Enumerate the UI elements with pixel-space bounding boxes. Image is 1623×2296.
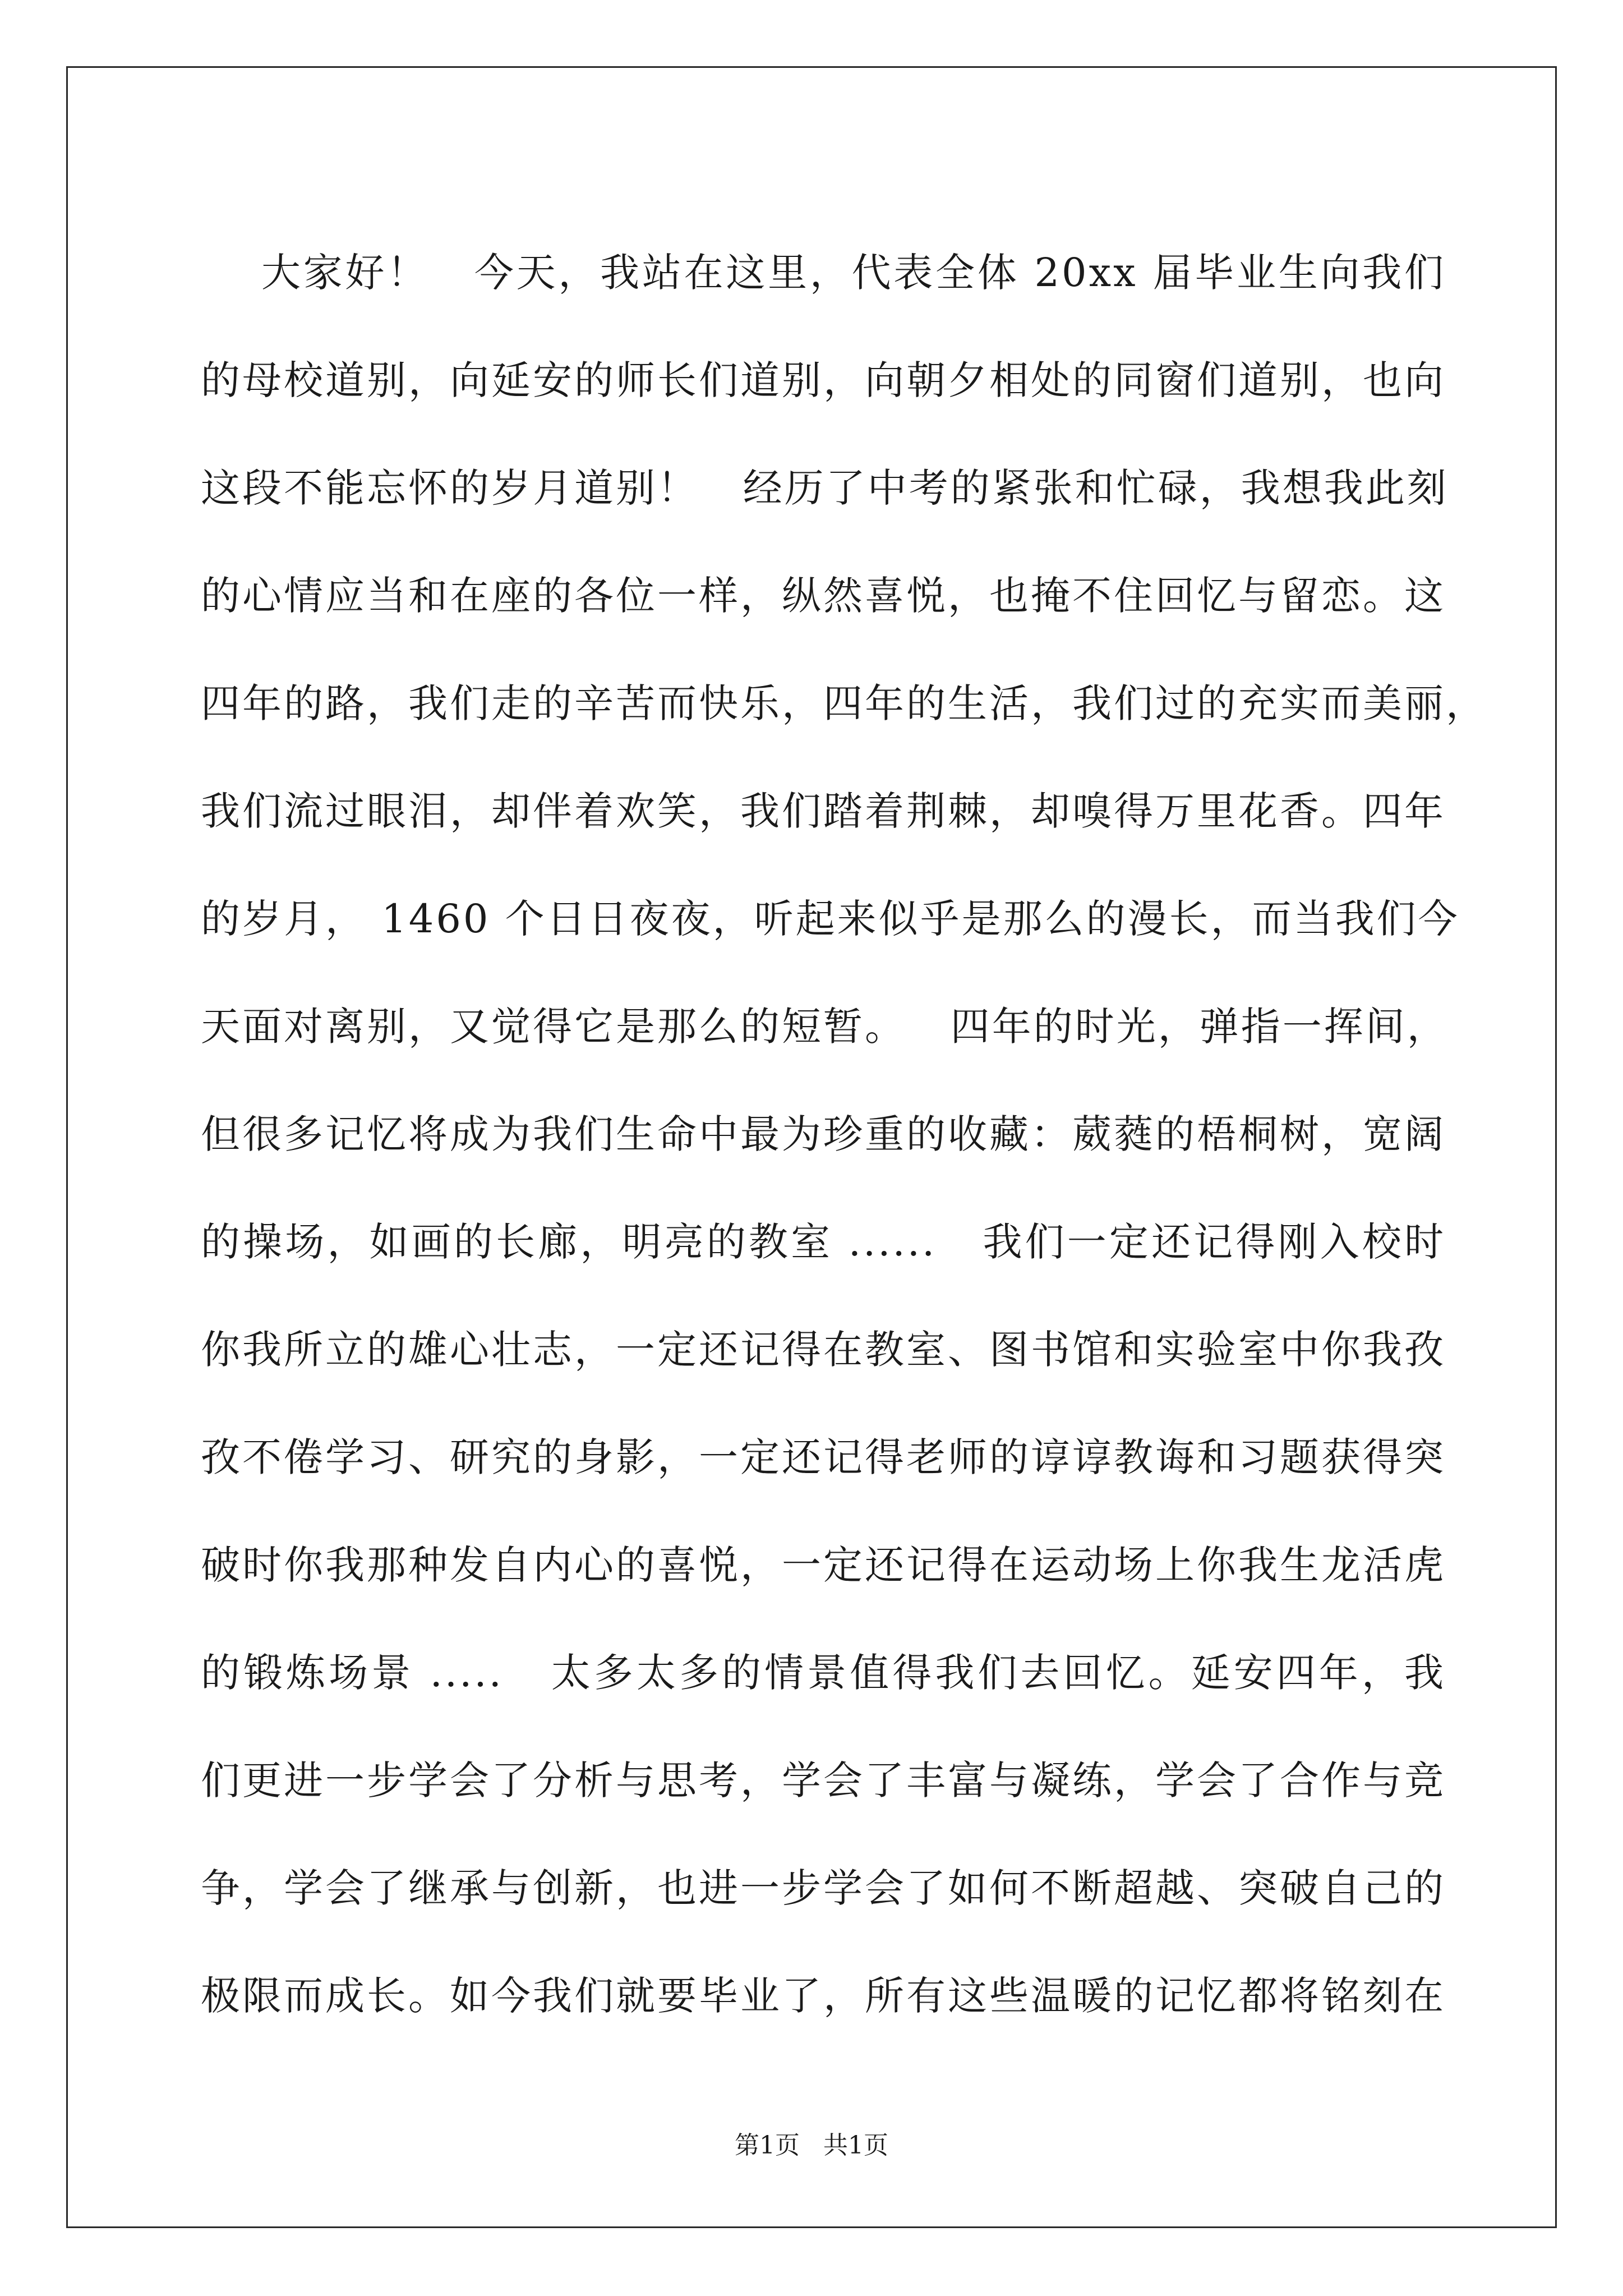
text-line-2: 的母校道别，向延安的师长们道别，向朝夕相处的同窗们道别，也向 [201, 357, 1446, 403]
text-line-8: 天面对离别，又觉得它是那么的短暂。 四年的时光，弹指一挥间， [201, 1004, 1449, 1050]
text-line-10: 的操场，如画的长廊，明亮的教室 ...... 我们一定还记得刚入校时 [201, 1219, 1446, 1265]
page-number-footer: 第1页 共1页 [735, 2131, 888, 2160]
text-line-17: 极限而成长。如今我们就要毕业了，所有这些温暖的记忆都将铭刻在 [201, 1973, 1446, 2019]
text-line-12: 孜不倦学习、研究的身影，一定还记得老师的谆谆教诲和习题获得突 [201, 1434, 1446, 1480]
text-line-15: 们更进一步学会了分析与思考，学会了丰富与凝练，学会了合作与竞 [201, 1757, 1446, 1803]
text-line-9: 但很多记忆将成为我们生命中最为珍重的收藏：葳蕤的梧桐树，宽阔 [201, 1111, 1446, 1157]
document-body [201, 219, 1487, 2050]
text-line-6: 我们流过眼泪，却伴着欢笑，我们踏着荆棘，却嗅得万里花香。四年 [201, 788, 1446, 834]
text-line-14: 的锻炼场景 ..... 太多太多的情景值得我们去回忆。延安四年，我 [201, 1650, 1446, 1696]
text-line-11: 你我所立的雄心壮志，一定还记得在教室、图书馆和实验室中你我孜 [201, 1327, 1446, 1373]
text-line-16: 争，学会了继承与创新，也进一步学会了如何不断超越、突破自己的 [201, 1865, 1446, 1911]
text-line-5: 四年的路，我们走的辛苦而快乐，四年的生活，我们过的充实而美丽， [201, 680, 1487, 726]
text-line-1: 大家好！ 今天，我站在这里，代表全体 20xx 届毕业生向我们 [201, 250, 1446, 296]
text-line-13: 破时你我那种发自内心的喜悦，一定还记得在运动场上你我生龙活虎 [201, 1542, 1446, 1588]
text-line-7: 的岁月， 1460 个日日夜夜，听起来似乎是那么的漫长，而当我们今 [201, 896, 1460, 942]
text-line-4: 的心情应当和在座的各位一样，纵然喜悦，也掩不住回忆与留恋。这 [201, 573, 1446, 619]
text-line-3: 这段不能忘怀的岁月道别！ 经历了中考的紧张和忙碌，我想我此刻 [201, 465, 1449, 511]
